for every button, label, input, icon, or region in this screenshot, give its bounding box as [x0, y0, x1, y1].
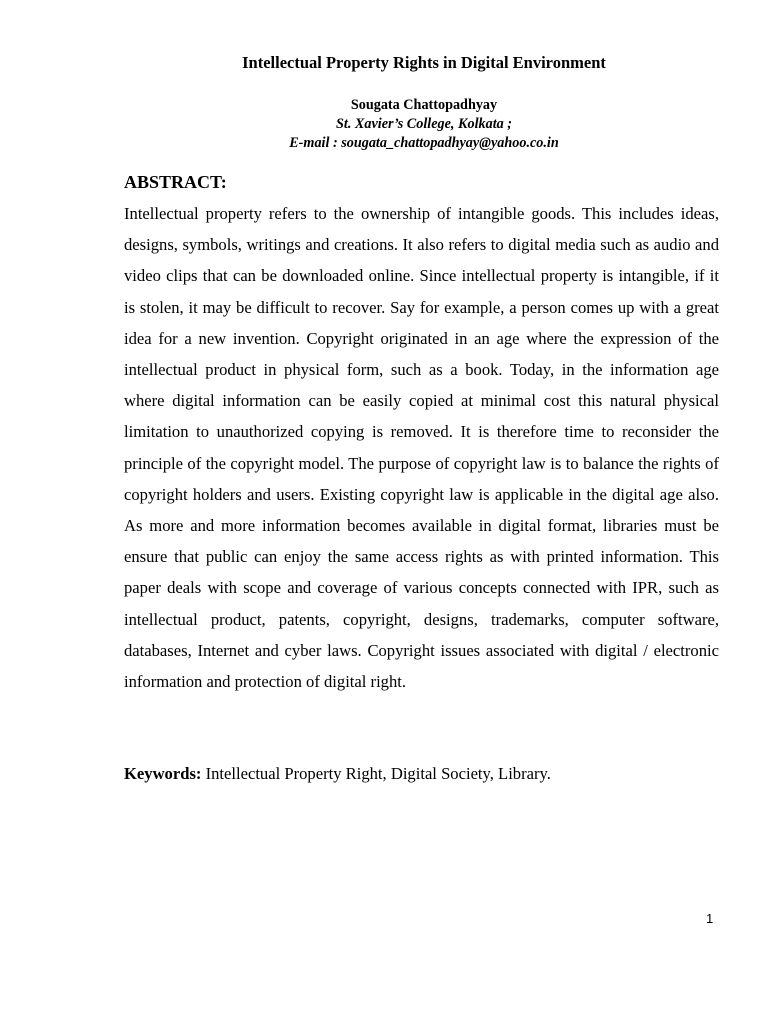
- abstract-body: Intellectual property refers to the ownership of intangible goods. This includes ideas, designs, symbols, writings and creations. It also refers to digital media such as audio and video clips that can be downloaded online. Since intellectual property is intangible, if it is stolen, it may be difficult to recover. Say for example, a person comes up with a great idea for a new invention. Copyright originated in an age where the expression of the intellectual product in physical form, such as a book. Today, in the information age where digital information can be easily copied at minimal cost this natural physical limitation to unauthorized copying is removed. It is therefore time to reconsider the principle of the copyright model. The purpose of copyright law is to balance the rights of copyright holders and users. Existing copyright law is applicable in the digital age also. As more and more information becomes available in digital format, libraries must be ensure that public can enjoy the same access rights as with printed information. This paper deals with scope and coverage of various concepts connected with IPR, such as intellectual product, patents, copyright, designs, trademarks, computer software, databases, Internet and cyber laws. Copyright issues associated with digital / electronic information and protection of digital right.: [124, 204, 719, 692]
- page-number: 1: [706, 911, 714, 926]
- paper-title: Intellectual Property Rights in Digital Environment: [242, 53, 606, 72]
- keywords-label: Keywords:: [124, 764, 206, 783]
- abstract-heading: ABSTRACT:: [124, 172, 227, 192]
- author-affiliation: St. Xavier’s College, Kolkata ;: [335, 116, 513, 132]
- keywords-line: [124, 762, 724, 786]
- author-email: E-mail : sougata_chattopadhyay@yahoo.co.in: [289, 135, 559, 151]
- author-name: Sougata Chattopadhyay: [350, 97, 498, 113]
- author-block: [0, 96, 770, 153]
- keywords-value: Intellectual Property Right, Digital Society, Library.: [205, 764, 551, 783]
